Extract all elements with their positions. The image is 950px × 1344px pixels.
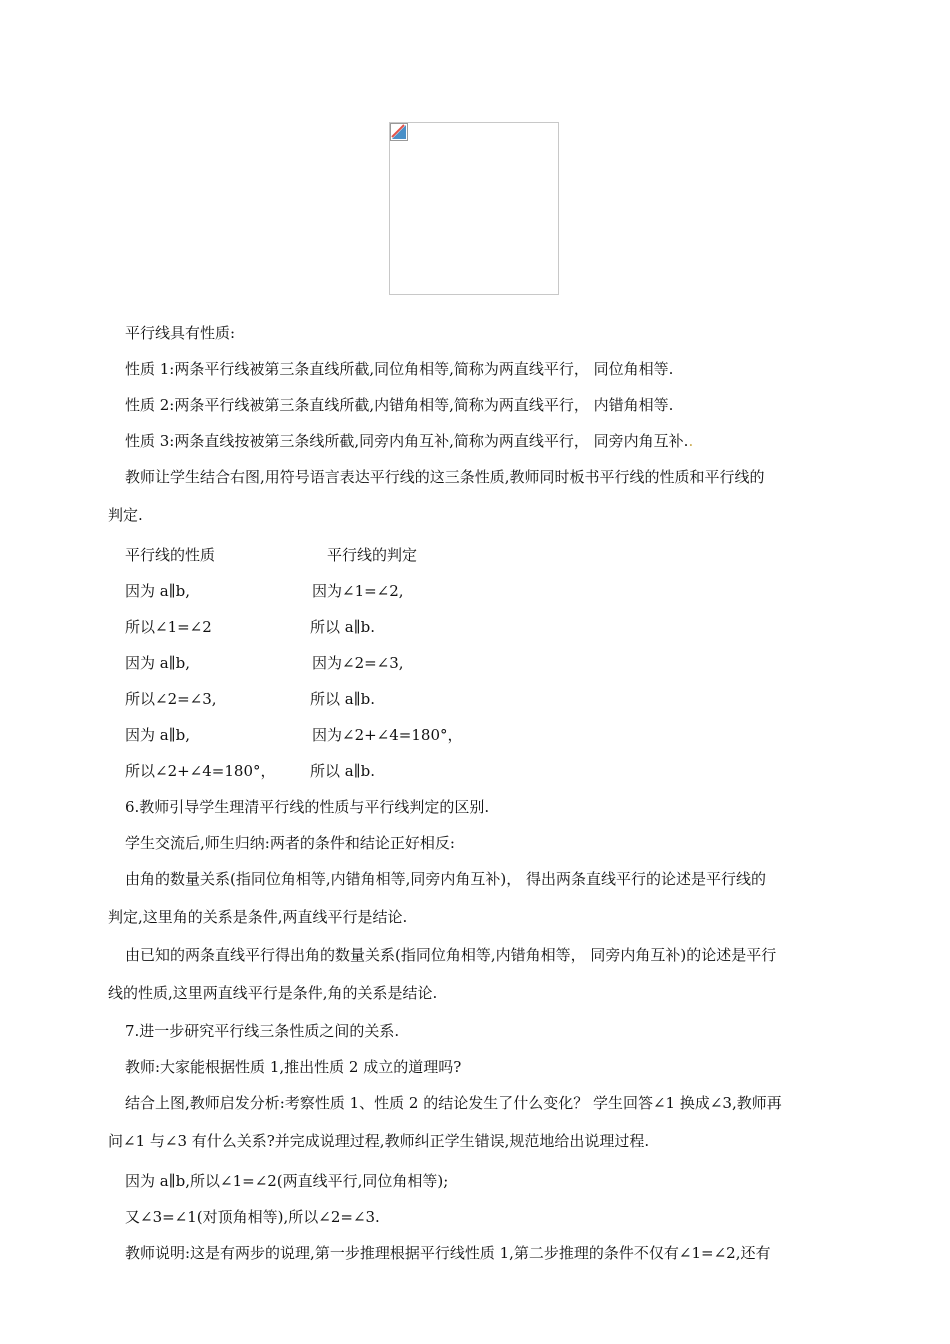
paragraph-line: 由已知的两条直线平行得出角的数量关系(指同位角相等,内错角相等， 同旁内角互补)的论述是平行 <box>125 946 777 964</box>
text-line: 7.进一步研究平行线三条性质之间的关系. <box>125 1022 400 1040</box>
paragraph-line: 教师让学生结合右图,用符号语言表达平行线的这三条性质,教师同时板书平行线的性质和平行线的 <box>125 468 765 486</box>
table-cell: 因为 a∥b, <box>125 726 191 744</box>
text-line: 教师说明:这是有两步的说理,第一步推理根据平行线性质 1,第二步推理的条件不仅有∠1=∠2,还有 <box>125 1244 771 1262</box>
paragraph <box>108 945 860 1003</box>
text-line: 性质 1:两条平行线被第三条直线所截,同位角相等,简称为两直线平行， 同位角相等. <box>125 360 674 378</box>
text-span: 性质 3:两条直线按被第三条线所截,同旁内角互补,简称为两直线平行， 同旁内角互补. <box>125 432 689 450</box>
paragraph-line: 判定,这里角的关系是条件,两直线平行是结论. <box>108 908 408 926</box>
paragraph <box>108 869 860 927</box>
paragraph <box>108 1093 860 1151</box>
table-cell: 所以∠2=∠3, <box>125 690 217 708</box>
paragraph-line: 线的性质,这里两直线平行是条件,角的关系是结论. <box>108 984 438 1002</box>
table-header-right: 平行线的判定 <box>327 546 418 564</box>
table-cell: 因为 a∥b, <box>125 582 191 600</box>
paragraph-line: 结合上图,教师启发分析:考察性质 1、性质 2 的结论发生了什么变化？ 学生回答∠1 换成∠3,教师再 <box>125 1094 782 1112</box>
table-cell: 因为∠1=∠2, <box>312 582 404 600</box>
table-cell: 所以 a∥b. <box>310 690 376 708</box>
text-line: 6.教师引导学生理清平行线的性质与平行线判定的区别. <box>125 798 490 816</box>
text-line: 又∠3=∠1(对顶角相等),所以∠2=∠3. <box>125 1208 380 1226</box>
table-cell: 所以∠2+∠4=180°， <box>125 762 276 780</box>
table-cell: 所以∠1=∠2 <box>125 618 212 636</box>
paragraph-line: 由角的数量关系(指同位角相等,内错角相等,同旁内角互补)， 得出两条直线平行的论述是平行线的 <box>125 870 767 888</box>
paragraph <box>108 467 860 525</box>
table-cell: 所以 a∥b. <box>310 762 376 780</box>
table-cell: 因为∠2=∠3, <box>312 654 404 672</box>
table-cell: 因为∠2+∠4=180°， <box>312 726 463 744</box>
text-line: 平行线具有性质: <box>125 324 236 342</box>
text-line: 学生交流后,师生归纳:两者的条件和结论正好相反: <box>125 834 455 852</box>
text-line: 因为 a∥b,所以∠1=∠2(两直线平行,同位角相等); <box>125 1172 449 1190</box>
paragraph-line: 判定. <box>108 506 143 524</box>
table-cell: 所以 a∥b. <box>310 618 376 636</box>
broken-image-icon <box>390 123 408 141</box>
table-header-left: 平行线的性质 <box>125 546 216 564</box>
paragraph-line: 问∠1 与∠3 有什么关系?并完成说理过程,教师纠正学生错误,规范地给出说理过程. <box>108 1132 650 1150</box>
text-line: 教师:大家能根据性质 1,推出性质 2 成立的道理吗? <box>125 1058 462 1076</box>
text-line <box>125 431 693 451</box>
broken-image-placeholder <box>389 122 559 295</box>
text-line: 性质 2:两条平行线被第三条直线所截,内错角相等,简称为两直线平行， 内错角相等. <box>125 396 674 414</box>
table-cell: 因为 a∥b, <box>125 654 191 672</box>
decorative-dot: . <box>688 432 694 450</box>
